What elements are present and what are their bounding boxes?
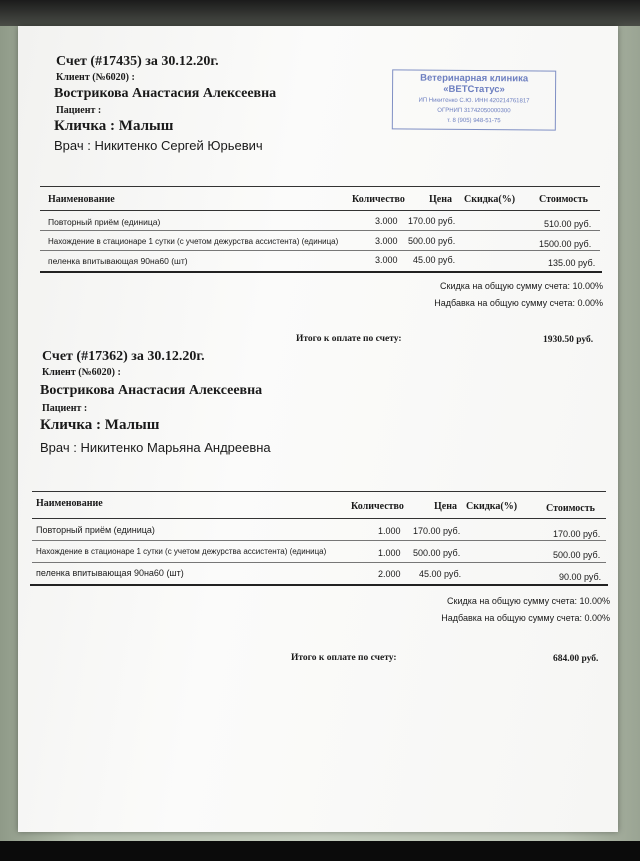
invoice-2-total-label: Итого к оплате по счету:: [291, 653, 397, 663]
invoice-1-row-3-cost: 135.00 руб.: [548, 258, 596, 268]
invoice-1-row-2-qty: 3.000: [375, 236, 398, 246]
invoice-2-row-1-qty: 1.000: [378, 526, 401, 536]
invoice-2-row-2-name: Нахождение в стационаре 1 сутки (с учетом дежурства ассистента) (единица): [36, 547, 327, 556]
invoice-2-markup-total: Надбавка на общую сумму счета: 0.00%: [441, 613, 610, 623]
invoice-2-row-3-cost: 90.00 руб.: [559, 572, 602, 582]
invoice-1-row-2-price: 500.00 руб.: [408, 236, 456, 246]
invoice-1-discount-total: Скидка на общую сумму счета: 10.00%: [440, 281, 603, 291]
invoice-2-total-value: 684.00 руб.: [553, 654, 599, 664]
invoice-1-total-value: 1930.50 руб.: [543, 335, 594, 345]
stamp-line-4: ОГРНИП 31742050000300: [437, 107, 511, 115]
invoice-2-row-2-price: 500.00 руб.: [413, 548, 461, 558]
invoice-1-row-2-name: Нахождение в стационаре 1 сутки (с учетом дежурства ассистента) (единица): [48, 237, 339, 246]
invoice-1-header-rule: [40, 210, 600, 211]
invoice-2-table-bottom-rule: [30, 584, 608, 586]
invoice-2-row-1-cost: 170.00 руб.: [553, 529, 601, 539]
invoice-2-th-name: Наименование: [36, 498, 103, 509]
invoice-2-client-label: Клиент (№6020) :: [42, 367, 121, 378]
invoice-1-row-1-price: 170.00 руб.: [408, 216, 456, 226]
invoice-1-row-1-name: Повторный приём (единица): [48, 217, 161, 227]
invoice-2-title: Счет (#17362) за 30.12.20г.: [42, 349, 205, 364]
invoice-1-client-label: Клиент (№6020) :: [56, 72, 135, 83]
invoice-2-row-rule: [32, 562, 606, 563]
invoice-1-pet-name: Кличка : Малыш: [54, 118, 174, 134]
invoice-1-doctor: Врач : Никитенко Сергей Юрьевич: [54, 138, 263, 153]
invoice-2-pet-name: Кличка : Малыш: [40, 417, 160, 433]
invoice-2-row-1-price: 170.00 руб.: [413, 526, 461, 536]
invoice-1-row-3-name: пеленка впитывающая 90на60 (шт): [48, 256, 188, 266]
invoice-1-th-cost: Стоимость: [539, 194, 588, 205]
invoice-1-total-label: Итого к оплате по счету:: [296, 334, 402, 344]
invoice-2-row-3-qty: 2.000: [378, 569, 401, 579]
invoice-2-row-2-qty: 1.000: [378, 548, 401, 558]
invoice-1-client-name: Вострикова Анастасия Алексеевна: [54, 86, 277, 101]
invoice-1-table-bottom-rule: [40, 271, 602, 273]
invoice-2-patient-label: Пациент :: [42, 403, 88, 414]
invoice-2-row-rule: [32, 540, 606, 541]
invoice-2-th-cost: Стоимость: [546, 503, 595, 514]
invoice-2-table-top-rule: [32, 491, 606, 492]
invoice-2-row-2-cost: 500.00 руб.: [553, 550, 601, 560]
photo-bottom-edge: [0, 841, 640, 861]
invoice-1-row-2-cost: 1500.00 руб.: [539, 239, 592, 249]
invoice-2-th-price: Цена: [434, 501, 457, 512]
stamp-line-5: т. 8 (905) 948-51-75: [447, 117, 501, 125]
invoice-1-row-3-qty: 3.000: [375, 255, 398, 265]
invoice-2-row-3-price: 45.00 руб.: [419, 569, 462, 579]
invoice-2-doctor: Врач : Никитенко Марьяна Андреевна: [40, 440, 271, 455]
invoice-1-th-discount: Скидка(%): [464, 194, 516, 205]
invoice-1-row-rule: [40, 230, 600, 231]
stamp-line-1: Ветеринарная клиника: [420, 72, 529, 85]
invoice-1-th-qty: Количество: [352, 194, 405, 205]
invoice-1-th-price: Цена: [429, 194, 452, 205]
invoice-2-th-discount: Скидка(%): [466, 501, 518, 512]
invoice-2-discount-total: Скидка на общую сумму счета: 10.00%: [447, 596, 610, 606]
invoice-2-row-1-name: Повторный приём (единица): [36, 525, 155, 535]
invoice-2-th-qty: Количество: [351, 501, 404, 512]
invoice-2-row-3-name: пеленка впитывающая 90на60 (шт): [36, 568, 184, 578]
invoice-2-header-rule: [32, 518, 606, 519]
invoice-1-title: Счет (#17435) за 30.12.20г.: [56, 54, 219, 69]
invoice-sheet: [18, 26, 618, 832]
photo-top-edge: [0, 0, 640, 26]
invoice-1-patient-label: Пациент :: [56, 105, 102, 116]
invoice-2-client-name: Вострикова Анастасия Алексеевна: [40, 383, 263, 398]
stamp-line-2: «ВЕТСтатус»: [443, 83, 505, 96]
invoice-1-markup-total: Надбавка на общую сумму счета: 0.00%: [434, 298, 603, 308]
stamp-line-3: ИП Никитенко С.Ю. ИНН 420214761817: [418, 97, 530, 105]
invoice-1-th-name: Наименование: [48, 194, 115, 205]
invoice-1-row-1-qty: 3.000: [375, 216, 398, 226]
invoice-1-row-rule: [40, 250, 600, 251]
invoice-1-table-top-rule: [40, 186, 600, 187]
clinic-stamp: [392, 69, 556, 130]
invoice-1-row-1-cost: 510.00 руб.: [544, 219, 592, 229]
invoice-1-row-3-price: 45.00 руб.: [413, 255, 456, 265]
